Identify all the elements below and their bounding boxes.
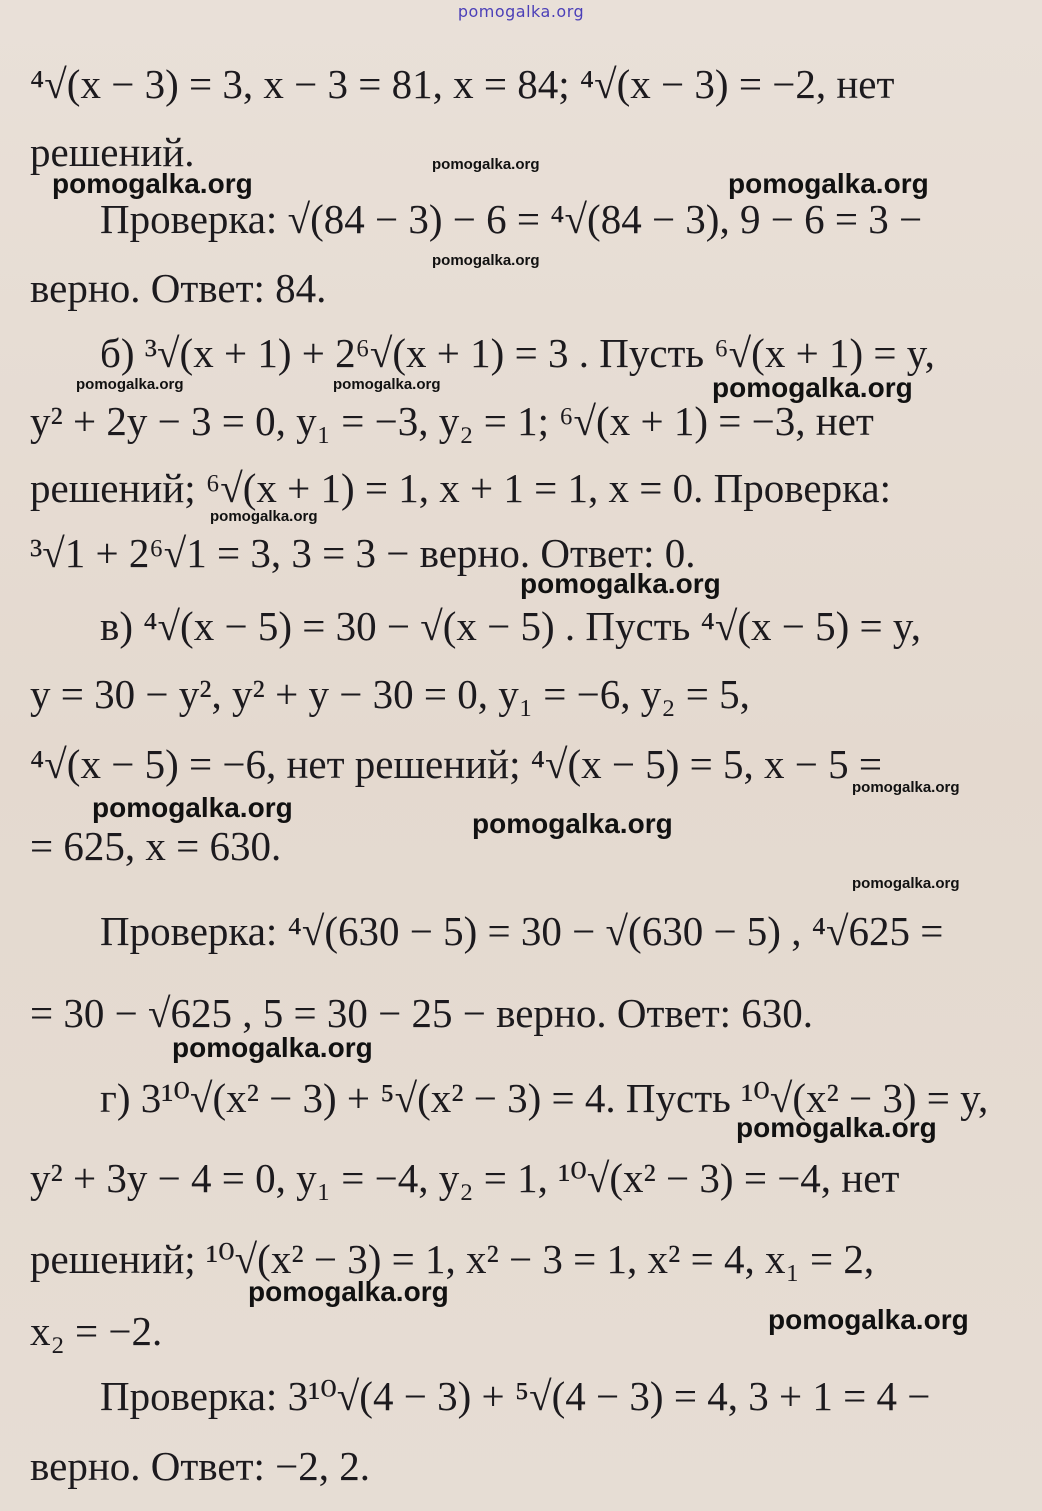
watermark: pomogalka.org: [852, 779, 960, 796]
watermark: pomogalka.org: [736, 1112, 937, 1143]
solution-line: y² + 2y − 3 = 0, y₁ = −3, y₂ = 1; ⁶√(x + 1) = −3, нет: [30, 398, 874, 444]
solution-line: верно. Ответ: 84.: [30, 265, 327, 311]
solution-line: Проверка: 3¹⁰√(4 − 3) + ⁵√(4 − 3) = 4, 3 + 1 = 4 −: [100, 1373, 931, 1419]
solution-line: Проверка: ⁴√(630 − 5) = 30 − √(630 − 5) , ⁴√625 =: [100, 908, 944, 954]
solution-line: решений; ¹⁰√(x² − 3) = 1, x² − 3 = 1, x² = 4, x₁ = 2,: [30, 1236, 875, 1282]
watermark: pomogalka.org: [92, 792, 293, 823]
watermark: pomogalka.org: [432, 252, 540, 269]
solution-line: = 30 − √625 , 5 = 30 − 25 − верно. Ответ: 630.: [30, 990, 814, 1036]
solution-line: ⁴√(x − 3) = 3, x − 3 = 81, x = 84; ⁴√(x − 3) = −2, нет: [30, 61, 895, 107]
site-header[interactable]: pomogalka.org: [457, 2, 585, 21]
solution-line: ³√1 + 2⁶√1 = 3, 3 = 3 − верно. Ответ: 0.: [30, 530, 696, 576]
solution-line: г) 3¹⁰√(x² − 3) + ⁵√(x² − 3) = 4. Пусть ¹⁰√(x² − 3) = y,: [100, 1075, 989, 1121]
solution-line: x₂ = −2.: [30, 1308, 163, 1354]
watermark: pomogalka.org: [728, 168, 929, 199]
solution-line: y² + 3y − 4 = 0, y₁ = −4, y₂ = 1, ¹⁰√(x² − 3) = −4, нет: [30, 1155, 900, 1201]
watermark: pomogalka.org: [712, 372, 913, 403]
watermark: pomogalka.org: [248, 1276, 449, 1307]
watermark: pomogalka.org: [76, 376, 184, 393]
solution-line: y = 30 − y², y² + y − 30 = 0, y₁ = −6, y₂ = 5,: [30, 671, 750, 717]
watermark: pomogalka.org: [520, 568, 721, 599]
watermark: pomogalka.org: [333, 376, 441, 393]
watermark: pomogalka.org: [768, 1304, 969, 1335]
solution-line: = 625, x = 630.: [30, 823, 282, 869]
solution-line: решений; ⁶√(x + 1) = 1, x + 1 = 1, x = 0. Проверка:: [30, 465, 891, 511]
solution-line: в) ⁴√(x − 5) = 30 − √(x − 5) . Пусть ⁴√(x − 5) = y,: [100, 603, 922, 649]
solution-line: решений.: [30, 129, 195, 175]
solution-line: б) ³√(x + 1) + 2⁶√(x + 1) = 3 . Пусть ⁶√(x + 1) = y,: [100, 330, 935, 376]
watermark: pomogalka.org: [472, 808, 673, 839]
watermark: pomogalka.org: [432, 156, 540, 173]
watermark: pomogalka.org: [852, 875, 960, 892]
solution-line: ⁴√(x − 5) = −6, нет решений; ⁴√(x − 5) = 5, x − 5 =: [30, 741, 883, 787]
solution-line: верно. Ответ: −2, 2.: [30, 1443, 371, 1489]
watermark: pomogalka.org: [210, 508, 318, 525]
watermark: pomogalka.org: [172, 1032, 373, 1063]
watermark: pomogalka.org: [52, 168, 253, 199]
solution-line: Проверка: √(84 − 3) − 6 = ⁴√(84 − 3), 9 − 6 = 3 −: [100, 196, 923, 242]
